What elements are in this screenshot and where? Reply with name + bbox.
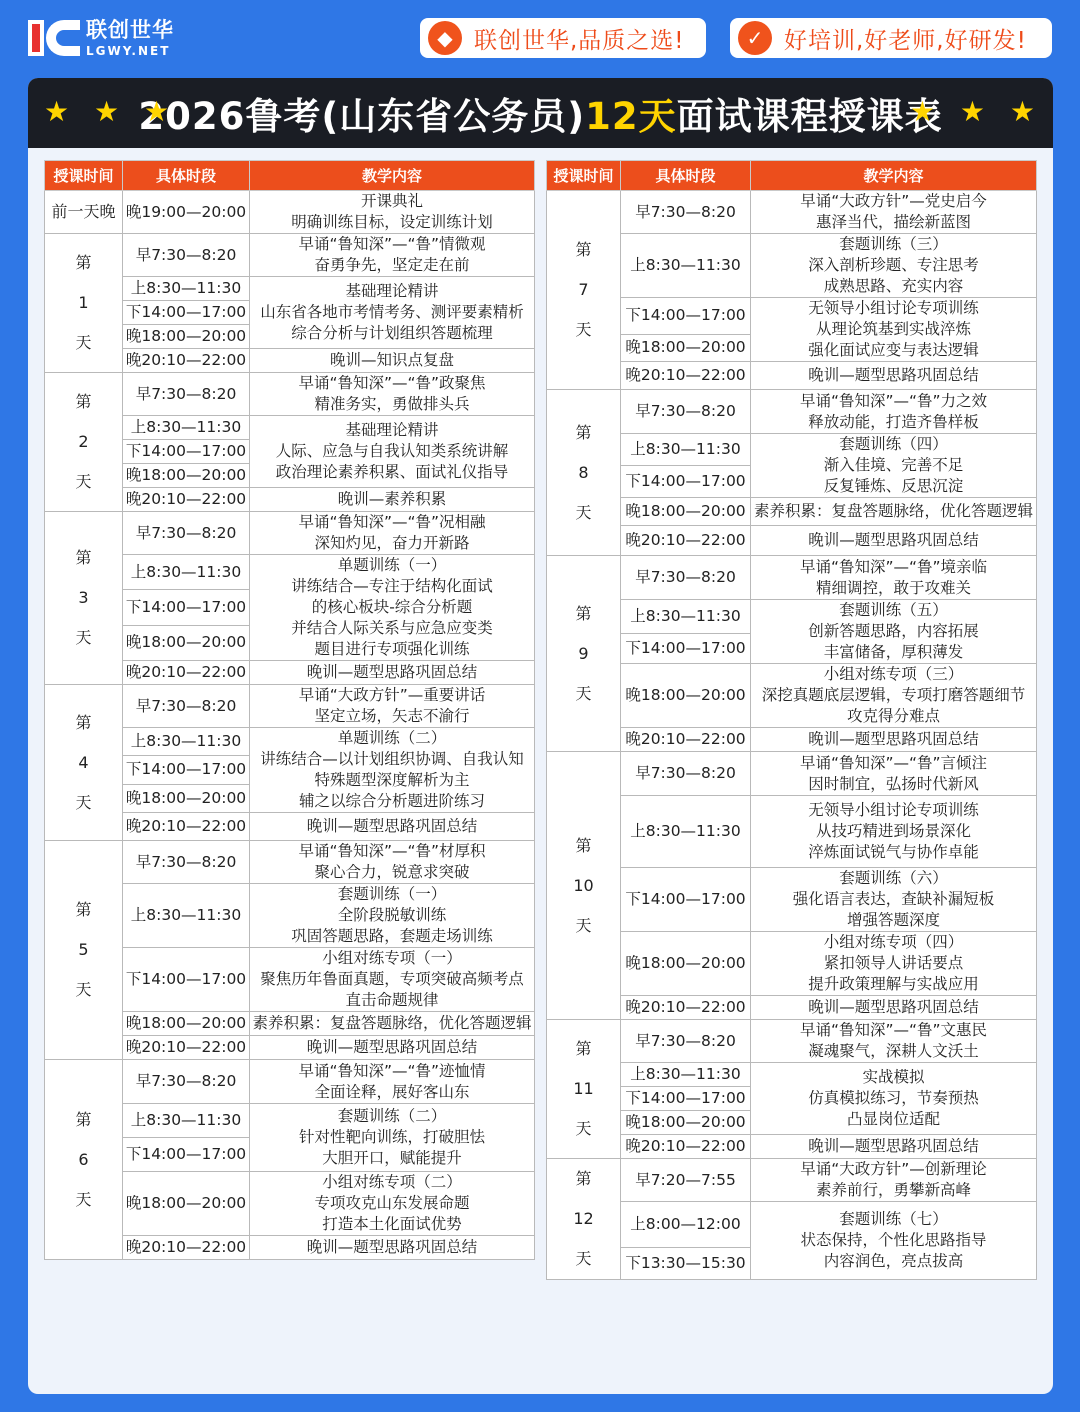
time-slot-cell: 晚20:10—22:00: [621, 1135, 751, 1159]
table-row: [547, 556, 1037, 600]
day-cell: 前一天晚: [45, 191, 123, 234]
time-slot-cell: 早7:30—8:20: [123, 841, 250, 884]
content-cell: 早诵“鲁知深”—“鲁”力之效 释放动能，打造齐鲁样板: [751, 390, 1037, 434]
content-cell: 晚训—知识点复盘: [250, 349, 535, 373]
time-slot-cell: 晚18:00—20:00: [123, 1012, 250, 1036]
time-slot-cell: 早7:30—8:20: [621, 556, 751, 600]
time-slot-cell: 上8:30—11:30: [621, 234, 751, 298]
time-slot-cell: 早7:20—7:55: [621, 1159, 751, 1202]
header-content: 教学内容: [250, 161, 535, 191]
table-row: [547, 362, 1037, 390]
day-cell: 第 2 天: [45, 373, 123, 512]
time-slot-cell: 晚20:10—22:00: [123, 813, 250, 841]
table-row: [45, 234, 535, 277]
table-row: [547, 1063, 1037, 1087]
time-slot-cell: 晚20:10—22:00: [621, 728, 751, 752]
slogan-text: 联创世华,品质之选!: [474, 27, 685, 54]
time-slot-cell: 上8:30—11:30: [621, 600, 751, 634]
time-slot-cell: 晚18:00—20:00: [123, 325, 250, 349]
day-cell: 第 10 天: [547, 752, 621, 1020]
table-row: [547, 234, 1037, 298]
content-cell: 无领导小组讨论专项训练 从理论筑基到实战淬炼 强化面试应变与表达逻辑: [751, 298, 1037, 362]
logo-mark-icon: [28, 16, 80, 60]
table-row: [547, 728, 1037, 752]
time-slot-cell: 下14:00—17:00: [123, 440, 250, 464]
brand-url: LGWY.NET: [86, 43, 171, 58]
table-row: [45, 512, 535, 555]
table-row: [547, 664, 1037, 728]
schedule-table-right: [546, 160, 1036, 1280]
content-cell: 套题训练（五） 创新答题思路，内容拓展 丰富储备，厚积薄发: [751, 600, 1037, 664]
header-content: 教学内容: [751, 161, 1037, 191]
content-cell: 套题训练（七） 状态保持，个性化思路指导 内容润色，亮点拔高: [751, 1202, 1037, 1280]
content-cell: 晚训—题型思路巩固总结: [751, 362, 1037, 390]
content-cell: 晚训—题型思路巩固总结: [250, 1236, 535, 1260]
time-slot-cell: 下14:00—17:00: [123, 590, 250, 625]
table-row: [547, 498, 1037, 526]
content-cell: 晚训—题型思路巩固总结: [250, 661, 535, 685]
title-banner: [28, 78, 1053, 148]
time-slot-cell: 上8:30—11:30: [123, 1104, 250, 1138]
content-cell: 早诵“鲁知深”—“鲁”迹恤情 全面诠释，展好客山东: [250, 1060, 535, 1104]
slogan-text: 好培训,好老师,好研发!: [784, 27, 1027, 54]
day-cell: 第 8 天: [547, 390, 621, 556]
content-cell: 晚训—题型思路巩固总结: [751, 1135, 1037, 1159]
star-icons-left: ★ ★ ★: [44, 95, 178, 128]
content-cell: 早诵“鲁知深”—“鲁”况相融 深知灼见，奋力开新路: [250, 512, 535, 555]
table-row: [547, 1159, 1037, 1202]
table-row: [547, 796, 1037, 868]
time-slot-cell: 晚18:00—20:00: [123, 784, 250, 812]
time-slot-cell: 早7:30—8:20: [123, 1060, 250, 1104]
content-cell: 小组对练专项（二） 专项攻克山东发展命题 打造本土化面试优势: [250, 1172, 535, 1236]
content-cell: 小组对练专项（四） 紧扣领导人讲话要点 提升政策理解与实战应用: [751, 932, 1037, 996]
content-cell: 基础理论精讲 人际、应急与自我认知类系统讲解 政治理论素养积累、面试礼仪指导: [250, 416, 535, 488]
content-cell: 早诵“大政方针”—重要讲话 坚定立场，矢志不渝行: [250, 685, 535, 728]
time-slot-cell: 下14:00—17:00: [621, 868, 751, 932]
table-row: [45, 841, 535, 884]
brand-logo[interactable]: [28, 14, 174, 62]
brand-name: 联创世华: [86, 17, 174, 42]
table-row: [547, 298, 1037, 335]
time-slot-cell: 晚18:00—20:00: [621, 334, 751, 361]
time-slot-cell: 早7:30—8:20: [123, 373, 250, 416]
time-slot-cell: 早7:30—8:20: [621, 390, 751, 434]
time-slot-cell: 上8:30—11:30: [621, 796, 751, 868]
table-row: [547, 868, 1037, 932]
content-cell: 素养积累：复盘答题脉络，优化答题逻辑: [751, 498, 1037, 526]
content-cell: 开课典礼 明确训练目标，设定训练计划: [250, 191, 535, 234]
diamond-icon: ◆: [428, 21, 462, 55]
header-time-slot: 具体时段: [621, 161, 751, 191]
content-cell: 晚训—题型思路巩固总结: [751, 526, 1037, 556]
table-row: [547, 996, 1037, 1020]
day-cell: 第 12 天: [547, 1159, 621, 1280]
time-slot-cell: 晚18:00—20:00: [621, 1111, 751, 1135]
day-cell: 第 7 天: [547, 191, 621, 390]
table-row: [547, 1135, 1037, 1159]
time-slot-cell: 下14:00—17:00: [123, 948, 250, 1012]
content-cell: 实战模拟 仿真模拟练习，节奏预热 凸显岗位适配: [751, 1063, 1037, 1135]
time-slot-cell: 晚18:00—20:00: [123, 625, 250, 660]
content-cell: 素养积累：复盘答题脉络，优化答题逻辑: [250, 1012, 535, 1036]
content-cell: 基础理论精讲 山东省各地市考情考务、测评要素精析 综合分析与计划组织答题梳理: [250, 277, 535, 349]
content-cell: 套题训练（一） 全阶段脱敏训练 巩固答题思路，套题走场训练: [250, 884, 535, 948]
time-slot-cell: 晚18:00—20:00: [123, 1172, 250, 1236]
time-slot-cell: 上8:30—11:30: [123, 555, 250, 590]
content-cell: 早诵“鲁知深”—“鲁”政聚焦 精准务实，勇做排头兵: [250, 373, 535, 416]
content-cell: 早诵“鲁知深”—“鲁”文惠民 凝魂聚气，深耕人文沃土: [751, 1020, 1037, 1063]
day-cell: 第 1 天: [45, 234, 123, 373]
time-slot-cell: 晚20:10—22:00: [621, 526, 751, 556]
time-slot-cell: 晚18:00—20:00: [123, 464, 250, 488]
time-slot-cell: 下14:00—17:00: [621, 634, 751, 664]
content-cell: 套题训练（三） 深入剖析珍题、专注思考 成熟思路、充实内容: [751, 234, 1037, 298]
content-cell: 晚训—素养积累: [250, 488, 535, 512]
day-cell: 第 9 天: [547, 556, 621, 752]
time-slot-cell: 上8:30—11:30: [123, 277, 250, 301]
table-row: [547, 1020, 1037, 1063]
time-slot-cell: 上8:30—11:30: [621, 434, 751, 466]
table-row: [45, 373, 535, 416]
time-slot-cell: 下14:00—17:00: [123, 301, 250, 325]
content-cell: 单题训练（一） 讲练结合—专注于结构化面试 的核心板块-综合分析题 并结合人际关系与应急应变类 题目进行专项强化训练: [250, 555, 535, 661]
time-slot-cell: 晚20:10—22:00: [621, 362, 751, 390]
check-icon: ✓: [738, 21, 772, 55]
schedule-table-left: [44, 160, 534, 1260]
time-slot-cell: 早7:30—8:20: [621, 752, 751, 796]
slogan-pill-quality: [420, 18, 706, 58]
table-row: [45, 191, 535, 234]
star-icons-right: ★ ★ ★: [909, 95, 1043, 128]
table-row: [547, 600, 1037, 634]
time-slot-cell: 晚19:00—20:00: [123, 191, 250, 234]
time-slot-cell: 下13:30—15:30: [621, 1248, 751, 1280]
header-class-time: 授课时间: [45, 161, 123, 191]
table-row: [547, 390, 1037, 434]
time-slot-cell: 早7:30—8:20: [621, 191, 751, 234]
time-slot-cell: 早7:30—8:20: [123, 512, 250, 555]
time-slot-cell: 晚18:00—20:00: [621, 664, 751, 728]
time-slot-cell: 下14:00—17:00: [621, 466, 751, 498]
content-cell: 早诵“大政方针”—创新理论 素养前行，勇攀新高峰: [751, 1159, 1037, 1202]
table-row: [547, 752, 1037, 796]
content-cell: 小组对练专项（一） 聚焦历年鲁面真题，专项突破高频考点 直击命题规律: [250, 948, 535, 1012]
table-row: [547, 434, 1037, 466]
time-slot-cell: 晚18:00—20:00: [621, 498, 751, 526]
time-slot-cell: 上8:00—12:00: [621, 1202, 751, 1248]
content-cell: 套题训练（六） 强化语言表达，查缺补漏短板 增强答题深度: [751, 868, 1037, 932]
table-row: [45, 1060, 535, 1104]
table-row: [547, 932, 1037, 996]
content-cell: 晚训—题型思路巩固总结: [250, 813, 535, 841]
table-row: [547, 191, 1037, 234]
time-slot-cell: 上8:30—11:30: [621, 1063, 751, 1087]
top-bar: [0, 0, 1080, 78]
content-cell: 早诵“大政方针”—党史启今 惠泽当代，描绘新蓝图: [751, 191, 1037, 234]
content-cell: 晚训—题型思路巩固总结: [250, 1036, 535, 1060]
day-cell: 第 4 天: [45, 685, 123, 841]
time-slot-cell: 晚20:10—22:00: [123, 488, 250, 512]
day-cell: 第 3 天: [45, 512, 123, 685]
day-cell: 第 5 天: [45, 841, 123, 1060]
time-slot-cell: 上8:30—11:30: [123, 728, 250, 756]
page-title: 2026鲁考(山东省公务员)12天面试课程授课表: [138, 95, 943, 138]
content-cell: 晚训—题型思路巩固总结: [751, 996, 1037, 1020]
content-cell: 早诵“鲁知深”—“鲁”言倾注 因时制宜，弘扬时代新风: [751, 752, 1037, 796]
table-row: [547, 1202, 1037, 1248]
time-slot-cell: 晚20:10—22:00: [123, 1236, 250, 1260]
time-slot-cell: 上8:30—11:30: [123, 884, 250, 948]
time-slot-cell: 下14:00—17:00: [123, 1138, 250, 1172]
day-cell: 第 6 天: [45, 1060, 123, 1260]
time-slot-cell: 早7:30—8:20: [123, 685, 250, 728]
slogan-pill-training: [730, 18, 1052, 58]
day-cell: 第 11 天: [547, 1020, 621, 1159]
content-cell: 套题训练（二） 针对性靶向训练，打破胆怯 大胆开口，赋能提升: [250, 1104, 535, 1172]
time-slot-cell: 晚20:10—22:00: [123, 349, 250, 373]
content-cell: 小组对练专项（三） 深挖真题底层逻辑，专项打磨答题细节 攻克得分难点: [751, 664, 1037, 728]
time-slot-cell: 晚20:10—22:00: [123, 1036, 250, 1060]
time-slot-cell: 下14:00—17:00: [123, 756, 250, 784]
content-cell: 单题训练（二） 讲练结合—以计划组织协调、自我认知 特殊题型深度解析为主 辅之以综合分析题进阶练习: [250, 728, 535, 813]
time-slot-cell: 早7:30—8:20: [123, 234, 250, 277]
time-slot-cell: 下14:00—17:00: [621, 1087, 751, 1111]
time-slot-cell: 上8:30—11:30: [123, 416, 250, 440]
table-row: [45, 685, 535, 728]
time-slot-cell: 晚20:10—22:00: [123, 661, 250, 685]
schedule-panel: [28, 78, 1053, 1394]
time-slot-cell: 晚20:10—22:00: [621, 996, 751, 1020]
content-cell: 早诵“鲁知深”—“鲁”材厚积 聚心合力，锐意求突破: [250, 841, 535, 884]
content-cell: 早诵“鲁知深”—“鲁”境亲临 精细调控，敢于攻难关: [751, 556, 1037, 600]
content-cell: 无领导小组讨论专项训练 从技巧精进到场景深化 淬炼面试锐气与协作卓能: [751, 796, 1037, 868]
header-class-time: 授课时间: [547, 161, 621, 191]
content-cell: 早诵“鲁知深”—“鲁”情微观 奋勇争先，坚定走在前: [250, 234, 535, 277]
time-slot-cell: 下14:00—17:00: [621, 298, 751, 335]
time-slot-cell: 晚18:00—20:00: [621, 932, 751, 996]
header-time-slot: 具体时段: [123, 161, 250, 191]
content-cell: 套题训练（四） 渐入佳境、完善不足 反复锤炼、反思沉淀: [751, 434, 1037, 498]
time-slot-cell: 早7:30—8:20: [621, 1020, 751, 1063]
content-cell: 晚训—题型思路巩固总结: [751, 728, 1037, 752]
table-row: [547, 526, 1037, 556]
